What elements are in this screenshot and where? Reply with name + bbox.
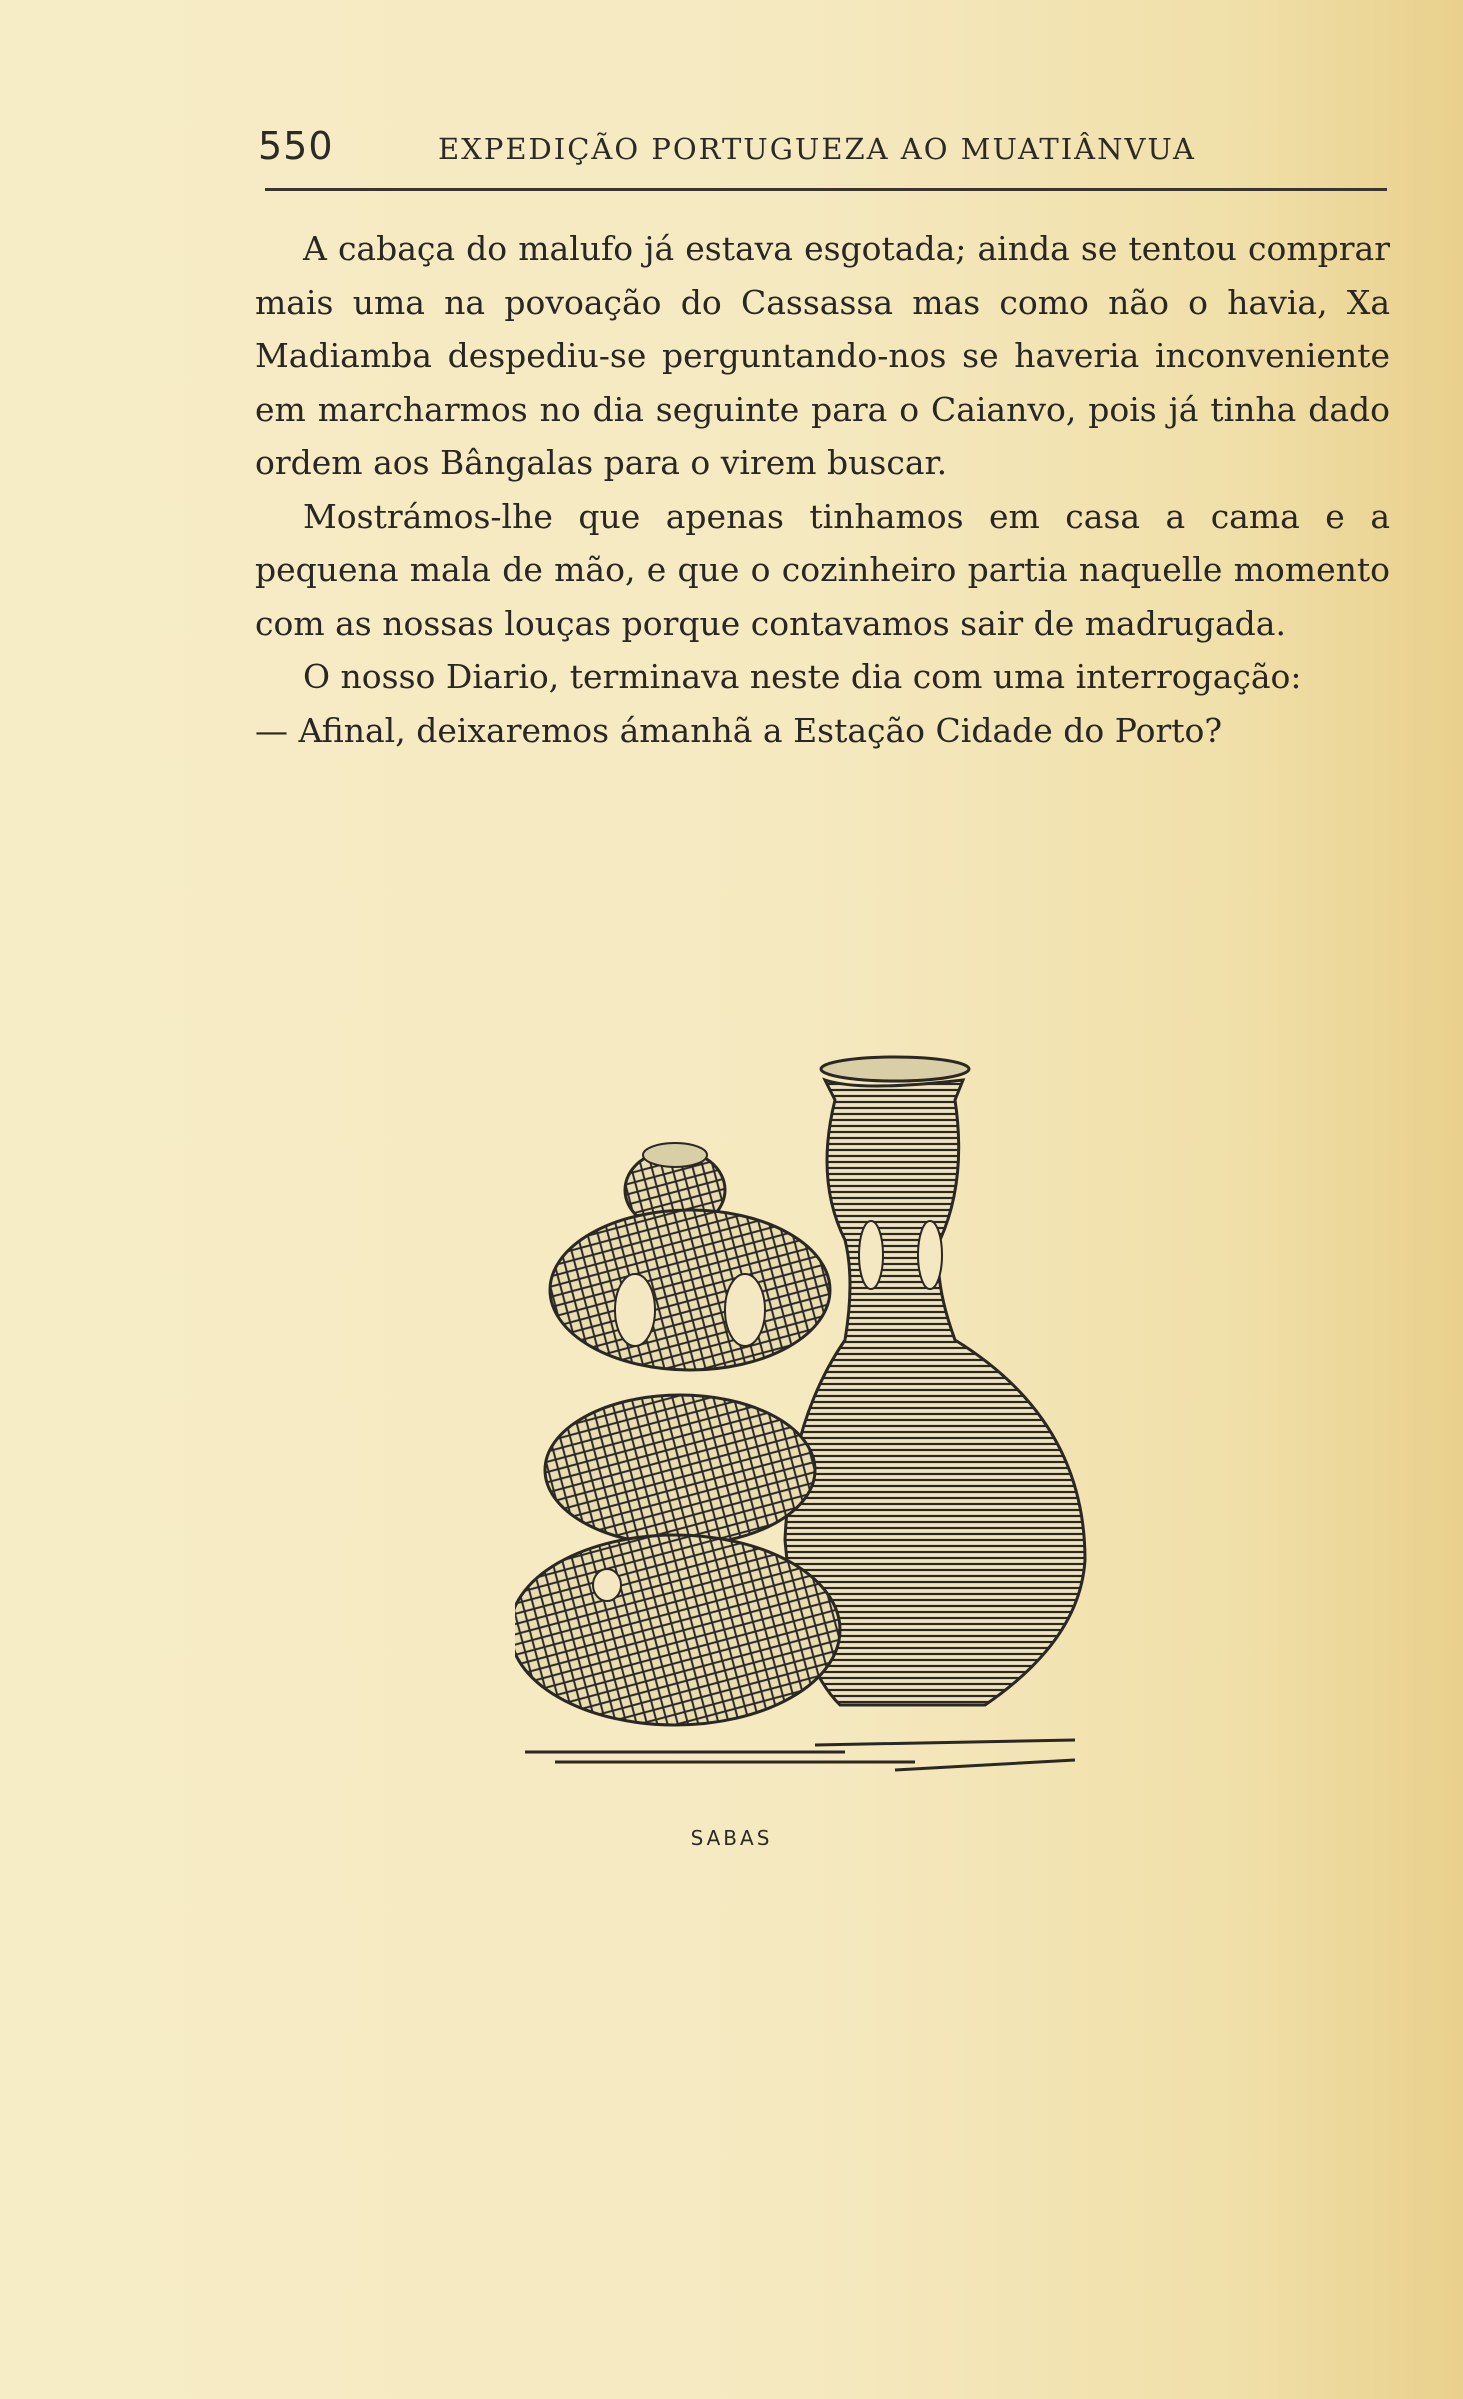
page-number: 550 [258, 124, 334, 168]
page-header [258, 118, 1388, 174]
paragraph: Mostrámos-lhe que apenas tinhamos em casa a cama e a pequena mala de mão, e que o cozinheiro partia naquelle momento com as nossas louças porque contavamos sair de madrugada. [255, 496, 1390, 643]
paragraph: O nosso Diario, terminava neste dia com uma interrogação: [303, 657, 1302, 696]
running-title: EXPEDIÇÃO PORTUGUEZA AO MUATIÂNVUA [438, 132, 1196, 166]
gourds-illustration [515, 1040, 1095, 1810]
body-text [255, 222, 1390, 757]
paragraph: A cabaça do malufo já estava esgotada; ainda se tentou comprar mais uma na povoação do Cassassa mas como não o havia, Xa Madiamba despediu-se perguntando-nos se haveria inconveniente em marcharmos no dia seguinte para o Caianvo, pois já tinha dado ordem aos Bângalas para o virem buscar. [255, 229, 1390, 482]
header-rule [265, 188, 1387, 191]
figure-caption: SABAS [690, 1826, 773, 1850]
paragraph: — Afinal, deixaremos ámanhã a Estação Cidade do Porto? [255, 710, 1223, 750]
